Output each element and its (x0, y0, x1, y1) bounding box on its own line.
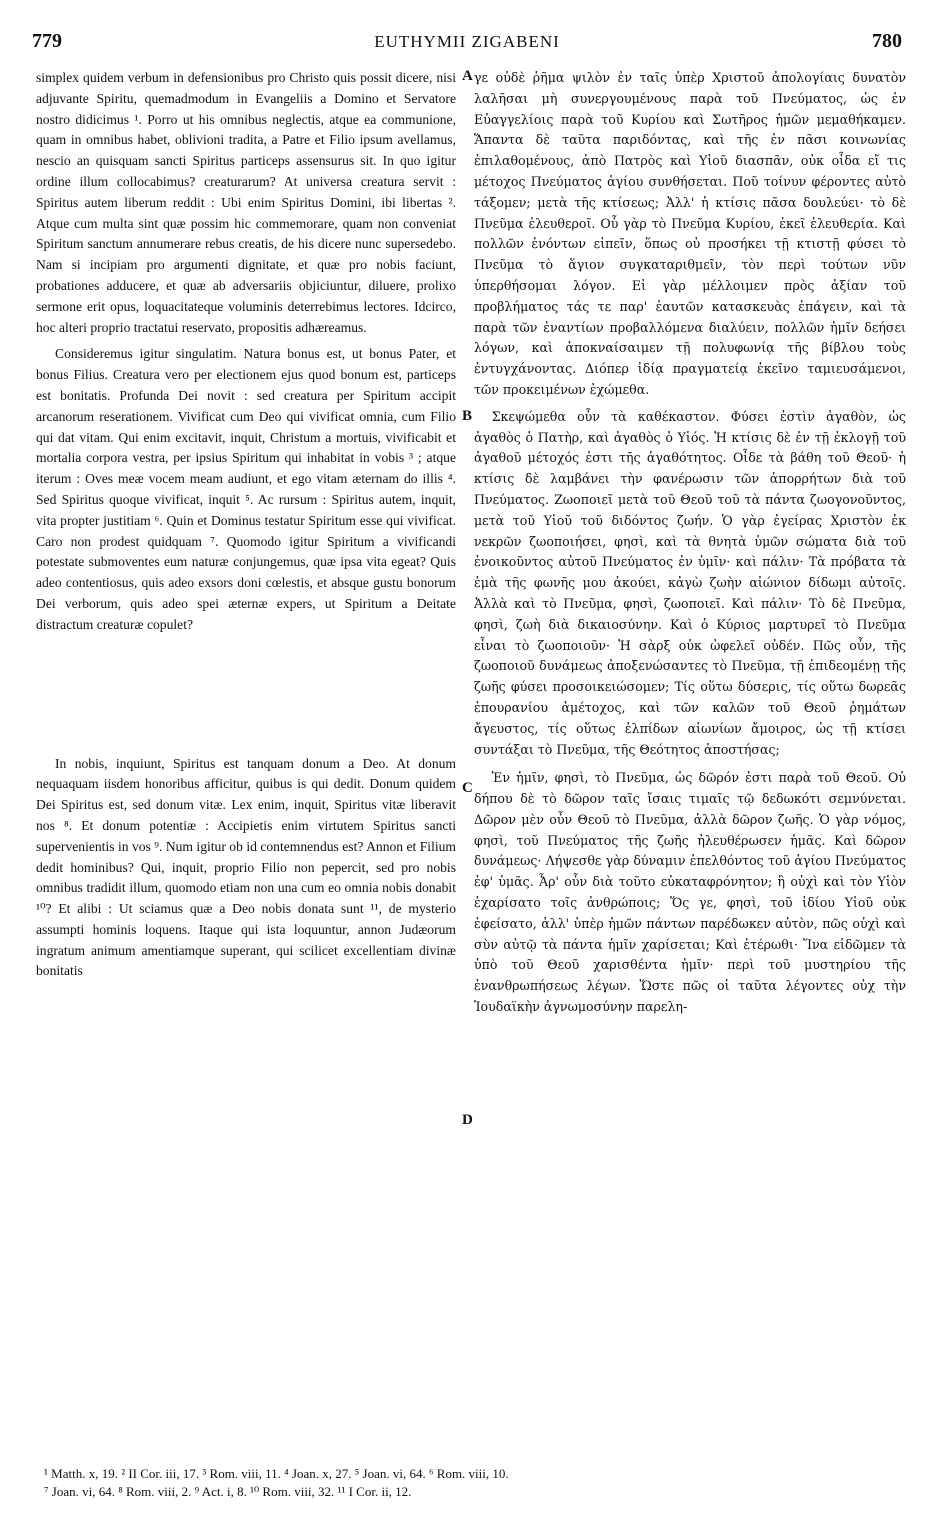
greek-paragraph-2: Σκεψώμεθα οὖν τὰ καθέκαστον. Φύσει ἐστὶν ἀγαθὸν, ὡς ἀγαθὸς ὁ Πατὴρ, καὶ ἀγαθὸς ὁ Υἱός. Ἡ κτίσις δὲ ἐν τῇ ἐκλογῇ τοῦ ἀγαθοῦ μέτοχός ἐστι τῆς ἀγαθότητος. Οἶδε τὰ βάθη τοῦ Θεοῦ· ἡ κτίσις δὲ λαμβάνει τὴν φανέρωσιν τῶν ἀπορρήτων διὰ τοῦ Πνεύματος. Ζωοποιεῖ μετὰ τοῦ Θεοῦ τοῦ τὰ πάντα ζωογονοῦντος, μετὰ τοῦ Υἱοῦ τοῦ διδόντος ζωήν. Ὁ γὰρ ἐγείρας Χριστὸν ἐκ νεκρῶν ζωοποιήσει, φησὶ, καὶ τὰ θνητὰ ὑμῶν σώματα διὰ τοῦ ἐνοικοῦντος αὐτοῦ Πνεύματος ἐν ὑμῖν· καὶ πάλιν· Τὰ πρόβατα τὰ ἐμὰ τῆς φωνῆς μου ἀκούει, κἀγὼ ζωὴν αἰώνιον δίδωμι αὐτοῖς. Ἀλλὰ καὶ τὸ Πνεῦμα, φησὶ, ζωοποιεῖ. Καὶ πάλιν· Τὸ δὲ Πνεῦμα, φησὶ, ζωὴ διὰ δικαιοσύνην. Καὶ ὁ Κύριος μαρτυρεῖ τὸ Πνεῦμα εἶναι τὸ ζωοποιοῦν· Ἡ σὰρξ οὐκ ὠφελεῖ οὐδέν. Πῶς οὖν, τῆς ζωοποιοῦ δυνάμεως ἀποξενώσαντες τὸ Πνεῦμα, τῇ ἐπιδεομένῃ τῆς ζωῆς φύσει προσοικειώσομεν; Τίς οὕτω δύσερις, τίς οὕτω δωρεᾶς ἐπουρανίου ἀμέτοχος, καὶ τῶν καλῶν τοῦ Θεοῦ ῥημάτων ἄγευστος, τίς οὕτως ἐλπίδων αἰωνίων ἄμοιρος, ὡς τῇ κτίσει συντάξαι τὸ Πνεῦμα, τῆς Θεότητος ἀποστήσας; (474, 408, 906, 757)
margin-marker-d: D (462, 1112, 473, 1128)
margin-marker-c: C (462, 780, 473, 796)
greek-paragraph-3: Ἐν ἡμῖν, φησὶ, τὸ Πνεῦμα, ὡς δῶρόν ἐστι παρὰ τοῦ Θεοῦ. Οὐ δήπου δὲ τὸ δῶρον ταῖς ἴσαις τιμαῖς τῷ δεδωκότι σεμνύνεται. Δῶρον μὲν οὖν Θεοῦ τὸ Πνεῦμα, ἀλλὰ δῶρον ζωῆς. Ὁ γὰρ νόμος, φησὶ, τοῦ Πνεύματος τῆς ζωῆς ἠλευθέρωσεν ἡμᾶς. Καὶ δῶρον δυνάμεως· Λήψεσθε γὰρ δύναμιν ἐπελθόντος τοῦ ἁγίου Πνεύματος ἐφ' ὑμᾶς. Ἆρ' οὖν διὰ τοῦτο εὐκαταφρόνητον; ἢ οὐχὶ καὶ τὸν Υἱὸν ἐχαρίσατο τοῖς ἀνθρώποις; Ὅς γε, φησὶ, τοῦ ἰδίου Υἱοῦ οὐκ ἐφείσατο, ἀλλ' ὑπὲρ ἡμῶν πάντων παρέδωκεν αὐτὸν, πῶς οὐχὶ καὶ σὺν αὐτῷ τὰ πάντα ἡμῖν χαρίσεται; Καὶ ἑτέρωθι· Ἵνα εἰδῶμεν τὰ ὑπὸ τοῦ Θεοῦ χαρισθέντα ἡμῖν· περὶ τοῦ μυστηρίου τῆς ἐνανθρωπήσεως λέγων. Ὥστε πῶς οἱ ταῦτα λέγοντες οὐχ τὴν Ἰουδαϊκὴν ἀγνωμοσύνην παρελη- (474, 770, 906, 1015)
margin-marker-a: A (462, 68, 473, 84)
footnote-line-2: ⁷ Joan. vi, 64. ⁸ Rom. viii, 2. ⁹ Act. i, 8. ¹⁰ Rom. viii, 32. ¹¹ I Cor. ii, 12. (44, 1484, 412, 1499)
greek-column (474, 68, 906, 1018)
latin-paragraph-2: Consideremus igitur singulatim. Natura bonus est, ut bonus Pater, et bonus Filius. Creatura vero per electionem ejus quod bonum est, particeps est bonitatis. Profunda Dei novit : sed creatura per Spiritum accipit arcanorum reserationem. Vivificat cum Deo qui vivificat omnia, cum Filio qui dat vitam. Qui enim excitavit, inquit, Christum a mortuis, vivificabit et mortalia corpora vestra, per ipsius Spiritum qui inhabitat in vobis ³ ; atque iterum : Oves meæ vocem meam audiunt, et ego vitam æternam do illis ⁴. Sed Spiritus quoque vivificat, inquit ⁵. Ac rursum : Spiritus autem, inquit, vita propter justitiam ⁶. Quin et Dominus testatur Spiritum esse qui vivificat. Caro non prodest quidquam ⁷. Quomodo igitur Spiritum a vivificandi potestate submoventes eum naturæ conjungemus, quæ ipsa vita egeat? Quis adeo contentiosus, quis adeo exsors doni cœlestis, et absque gustu bonorum Dei verborum, quis adeo spei æternæ expers, ut Spiritum a Deitate distractum creaturæ copulet? (36, 346, 456, 632)
footnote-line-1: ¹ Matth. x, 19. ² II Cor. iii, 17. ³ Rom. viii, 11. ⁴ Joan. x, 27. ⁵ Joan. vi, 64. ⁶ Rom. viii, 10. (44, 1466, 509, 1481)
footnotes (44, 1465, 904, 1501)
running-title: EUTHYMII ZIGABENI (374, 32, 560, 51)
page-header (32, 30, 902, 60)
page-number-right: 780 (872, 30, 902, 52)
greek-paragraph-1: γε οὐδὲ ῥῆμα ψιλὸν ἐν ταῖς ὑπὲρ Χριστοῦ ἀπολογίαις δυνατὸν λαλῆσαι μὴ συνεργουμένους παρὰ τοῦ Πνεύματος, ὡς ἐν Εὐαγγελίοις παρὰ τοῦ Κυρίου καὶ Σωτῆρος ἡμῶν μεμαθήκαμεν. Ἅπαντα δὲ ταῦτα παριδόντας, καὶ τῆς ἐν πᾶσι κοινωνίας ἐπιλαθομένους, ἀπὸ Πατρὸς καὶ Υἱοῦ διασπᾶν, οὐκ οἶδα εἴ τις μέτοχος Πνεύματος ἁγίου συνθήσεται. Ποῦ τοίνυν φέροντες αὐτὸ τάξομεν; μετὰ τῆς κτίσεως; Ἀλλ' ἡ κτίσις πᾶσα δουλεύει· τὸ δὲ Πνεῦμα ἐλευθεροῖ. Οὗ γὰρ τὸ Πνεῦμα Κυρίου, ἐκεῖ ἐλευθερία. Καὶ πολλῶν ἐνόντων εἰπεῖν, ὅπως οὐ προσήκει τῇ κτιστῇ φύσει τὸ Πνεῦμα τὸ ἅγιον συγκαταριθμεῖν, τὸν περὶ τούτων νῦν ὑπερθήσομαι λόγον. Εἰ γὰρ μέλλοιμεν πρὸς ἀξίαν τοῦ προβλήματος τάς τε παρ' ἑαυτῶν κατασκευὰς ἐπάγειν, καὶ τὰ παρὰ τῶν ἐναντίων προβαλλόμενα διαλύειν, πολλῶν ἡμῖν δεήσει λόγων, καὶ ἀποκναίσαιμεν τῇ πολυφωνίᾳ τῆς βίβλου τοὺς ἐντυγχάνοντας. Διόπερ ἰδίᾳ πραγματείᾳ ἐκεῖνο ταμιευσάμενοι, τῶν προκειμένων ἐχώμεθα. (474, 70, 906, 397)
page-number-left: 779 (32, 30, 62, 52)
latin-paragraph-1: simplex quidem verbum in defensionibus pro Christo quis possit dicere, nisi adjuvante Spiritu, quemadmodum in Evangeliis a Domino et Servatore nostro didicimus ¹. Porro ut his omnibus neglectis, atque ea communione, quam in omnibus habet, oblivioni tradita, a Patre et Filio ipsum avellamus, nescio an quisquam sancti Spiritus particeps assensurus sit. In quo igitur ordine illum collocabimus? creaturarum? At universa creatura servit : Spiritus autem liberum reddit : Ubi enim Spiritus Domini, ibi libertas ². Atque cum multa sint quæ possim hic commemorare, quam non conveniat Spiritum sanctum annumerare rebus creatis, de his dicere nunc supersedebo. Nam si incipiam pro argumenti dignitate, et quæ pro nobis faciunt, probationes adducere, et quæ ab adversariis objiciuntur, diluere, prolixo sermone erit opus, loquacitateque voluminis deterrebimus lectores. Idcirco, hoc alteri proprio tractatui reservato, propositis adhæreamus. (36, 70, 456, 335)
latin-column (36, 68, 456, 982)
margin-marker-b: B (462, 408, 473, 424)
latin-paragraph-3: In nobis, inquiunt, Spiritus est tanquam donum a Deo. At donum nequaquam iisdem honoribus afficitur, quibus is qui dedit. Donum quidem Dei Spiritus est, sed donum vitæ. Lex enim, inquit, Spiritus vitæ liberavit nos ⁸. Et donum potentiæ : Accipietis enim virtutem Spiritus sancti supervenientis in vos ⁹. Num igitur ob id contemnendus est? Annon et Filium dedit hominibus? Qui, inquit, proprio Filio non pepercit, sed pro nobis omnibus tradidit illum, quomodo etiam non una cum eo omnia nobis donabit ¹⁰? Et alibi : Ut sciamus quæ a Deo nobis donata sunt ¹¹, de mysterio assumpti hominis loquens. Itaque qui ista loquuntur, annon Judæorum ingratum animum amentiamque superant, qui scilicet excellentiam divinæ bonitatis (36, 755, 456, 979)
